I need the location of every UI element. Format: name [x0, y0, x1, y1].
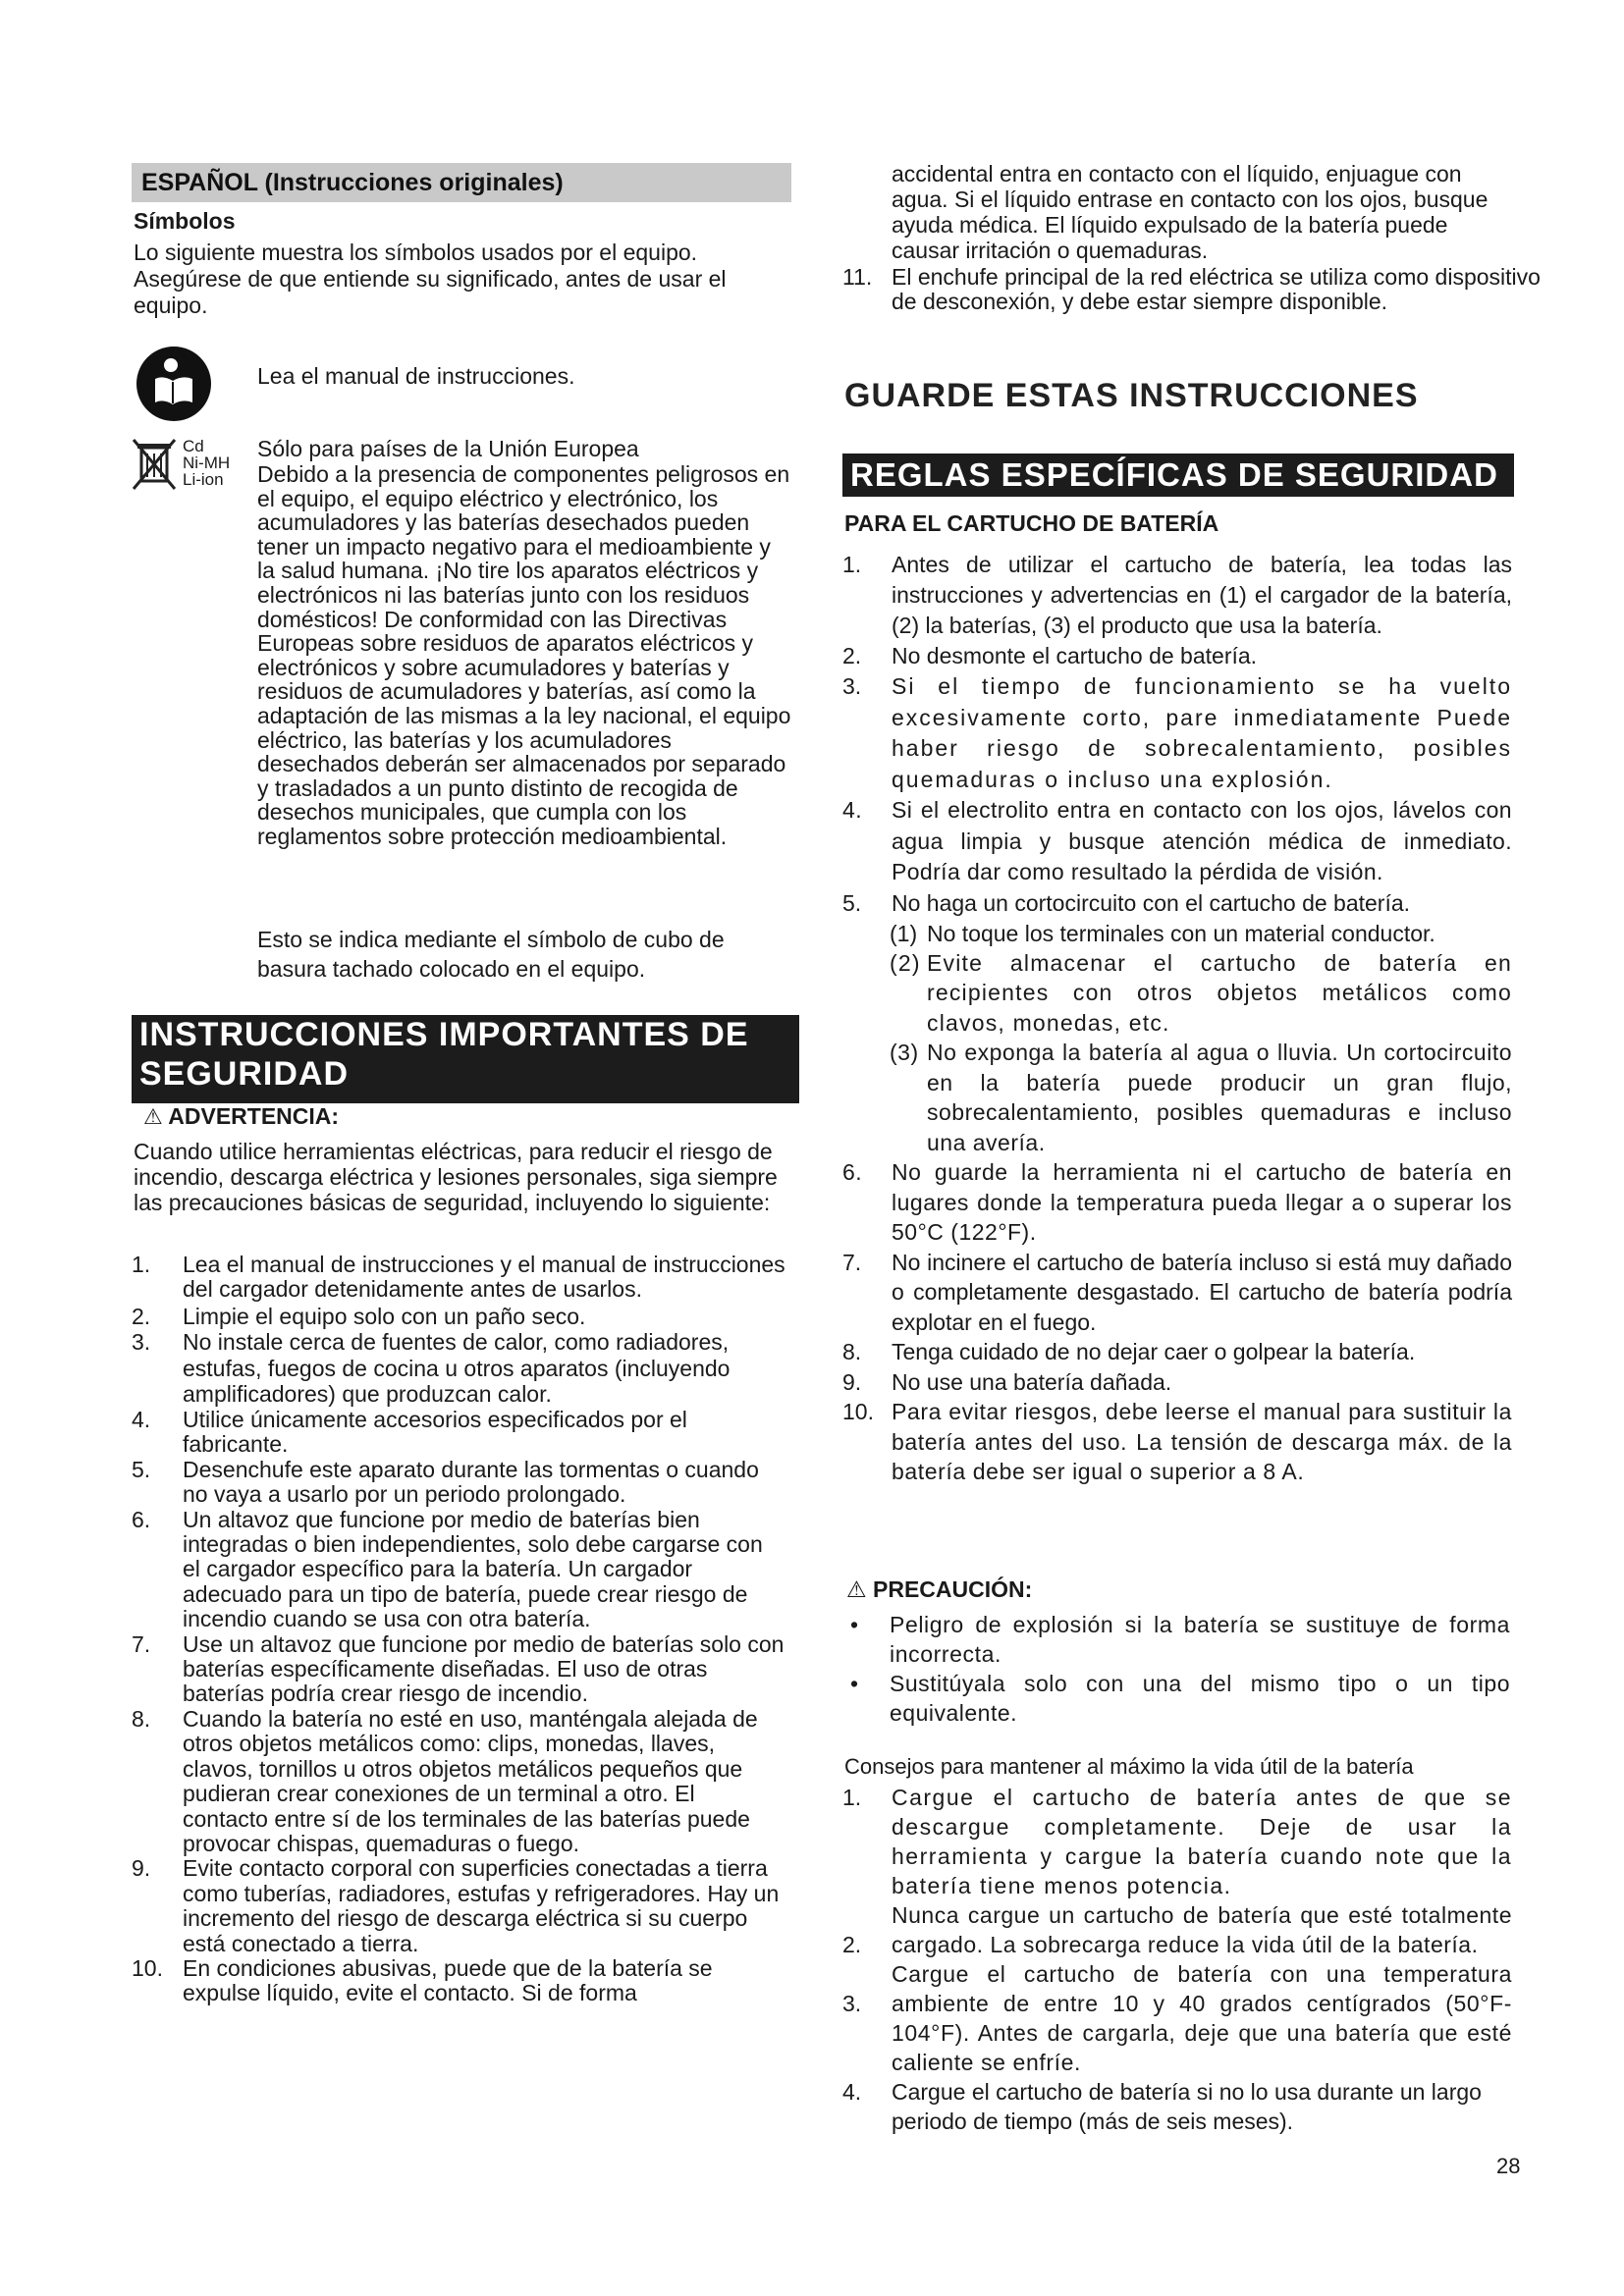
- warning-intro: Cuando utilice herramientas eléctricas, para reducir el riesgo de incendio, descarga eléctrica y lesiones personales, siga siempre las precauciones básicas de seguridad, incluyendo lo siguiente:: [134, 1139, 778, 1215]
- bin-label-cd: Cd: [183, 437, 204, 455]
- sub-list-item: [842, 948, 1512, 1039]
- item-text: Nunca cargue un cartucho de batería que esté totalmente cargado. La sobrecarga reduce la vida útil de la batería.: [892, 1902, 1512, 1957]
- safety-header-line-1: INSTRUCCIONES IMPORTANTES DE: [139, 1016, 749, 1053]
- sub-list-item: [842, 1038, 1512, 1157]
- item-number: 4.: [842, 2079, 862, 2105]
- eu-text-2: Esto se indica mediante el símbolo de cubo de basura tachado colocado en el equipo.: [257, 927, 725, 982]
- specific-rules-header: REGLAS ESPECÍFICAS DE SEGURIDAD: [842, 454, 1514, 497]
- list-item: [842, 1397, 1512, 1487]
- simbolos-title: Símbolos: [134, 208, 236, 234]
- simbolos-intro: Lo siguiente muestra los símbolos usados por el equipo. Asegúrese de que entiende su significado, antes de usar el equipo.: [134, 240, 727, 318]
- item-text: Utilice únicamente accesorios especificados por el fabricante.: [183, 1407, 687, 1458]
- list-item: [842, 1959, 1512, 2077]
- warning-title: ADVERTENCIA:: [168, 1103, 340, 1129]
- item-number: 3.: [132, 1329, 151, 1356]
- item-number: 1.: [842, 1785, 862, 1810]
- item-number: 4.: [842, 797, 862, 823]
- list-item: [842, 1248, 1512, 1338]
- tips-title: Consejos para mantener al máximo la vida útil de la batería: [844, 1754, 1414, 1779]
- crossed-bin-icon: [132, 438, 179, 495]
- item-text: Evite contacto corporal con superficies conectadas a tierra como tuberías, radiadores, estufas y refrigeradores. Hay un incremento del riesgo de descarga eléctrica si su cuerpo está conectado a tierra.: [183, 1855, 780, 1956]
- caution-heading: [846, 1576, 1032, 1603]
- eu-text: Debido a la presencia de componentes peligrosos en el equipo, el equipo eléctrico y electrónico, los acumuladores y las baterías desechados pueden tener un impacto negativo para el medioambiente y la salud humana. ¡No tire los aparatos eléctricos y electrónicos ni las baterías junto con los residuos domésticos! De conformidad con las Directivas Europeas sobre residuos de aparatos eléctricos y electrónicos y sobre acumuladores y baterías y residuos de acumuladores y baterías, así como la adaptación de las mismas a la ley nacional, el equipo eléctrico, las baterías y los acumuladores desechados deberán ser almacenados por separado y trasladados a un punto distinto de recogida de desechos municipales, que cumpla con los reglamentos sobre protección medioambiental.: [257, 461, 791, 849]
- caution-icon: ⚠: [846, 1576, 867, 1602]
- item-text: En condiciones abusivas, puede que de la batería se expulse líquido, evite el contacto. Si de forma: [183, 1954, 713, 2006]
- item-number: 7.: [132, 1630, 151, 1657]
- item-number: 8.: [132, 1705, 151, 1732]
- safety-header-line-2: SEGURIDAD: [139, 1055, 350, 1093]
- item-number: 5.: [842, 889, 862, 916]
- list-item: [842, 1900, 1512, 1959]
- item-text: Sustitúyala solo con una del mismo tipo o un tipo equivalente.: [890, 1671, 1510, 1726]
- item-text: Cargue el cartucho de batería si no lo usa durante un largo periodo de tiempo (más de seis meses).: [892, 2079, 1482, 2134]
- item-number: 2.: [132, 1303, 151, 1329]
- item-text: No use una batería dañada.: [892, 1368, 1172, 1395]
- list-item: [132, 1508, 785, 1632]
- item-number: 9.: [132, 1855, 151, 1882]
- list-item: [842, 1783, 1512, 1900]
- list-item: [132, 1632, 785, 1707]
- item-number: 6.: [842, 1159, 863, 1185]
- tips-list: [842, 1783, 1512, 2136]
- save-instructions-title: GUARDE ESTAS INSTRUCCIONES: [844, 377, 1419, 414]
- safety-header: [132, 1015, 799, 1103]
- sub-list-item: [842, 919, 1512, 948]
- list-item: [132, 1253, 785, 1303]
- manual-symbol-text: Lea el manual de instrucciones.: [257, 363, 575, 389]
- item-text: Si el electrolito entra en contacto con los ojos, lávelos con agua limpia y busque atención médica de inmediato. Podría dar como resultado la pérdida de visión.: [892, 797, 1512, 884]
- list-item: [132, 1329, 785, 1408]
- list-item: [842, 1669, 1510, 1728]
- item-number: (3): [890, 1040, 919, 1065]
- item-number: 10.: [842, 1399, 874, 1424]
- item-number: 2.: [842, 643, 862, 668]
- item-text: Use un altavoz que funcione por medio de baterías solo con baterías específicamente diseñadas. El uso de otras baterías podría crear riesgo de incendio.: [183, 1630, 785, 1707]
- item-11: [842, 265, 1559, 313]
- item-number: 4.: [132, 1407, 151, 1432]
- item-text: Lea el manual de instrucciones y el manual de instrucciones del cargador detenidamente antes de usarlos.: [183, 1252, 785, 1303]
- item-text: Desenchufe este aparato durante las tormentas o cuando no vaya a usarlo por un periodo prolongado.: [183, 1456, 759, 1508]
- safety-list: [132, 1253, 785, 2006]
- bin-label-liion: Li-ion: [183, 470, 224, 489]
- rules-list: [842, 550, 1512, 1487]
- language-header: ESPAÑOL (Instrucciones originales): [132, 163, 791, 202]
- item-number: 8.: [842, 1339, 862, 1364]
- item-number: 11.: [842, 264, 873, 290]
- item-number: 6.: [132, 1506, 151, 1532]
- read-manual-icon: [135, 346, 212, 422]
- item-number: 7.: [842, 1249, 862, 1275]
- list-item: [132, 1458, 785, 1508]
- item-text: No haga un cortocircuito con el cartucho de batería.: [892, 889, 1411, 916]
- list-item: [842, 2077, 1512, 2136]
- item-text: Un altavoz que funcione por medio de baterías bien integradas o bien independientes, solo debe cargarse con el cargador específico para la batería. Un cargador adecuado para un tipo de batería, puede crear riesgo de incendio cuando se usa con otra batería.: [183, 1506, 763, 1632]
- item-text: Cargue el cartucho de batería antes de que se descargue completamente. Deje de usar la herramienta y cargue la batería cuando note que la batería tiene menos potencia.: [892, 1785, 1512, 1898]
- list-item: [842, 641, 1512, 671]
- bullet-dot: •: [850, 1612, 859, 1637]
- item-text: No exponga la batería al agua o lluvia. Un cortocircuito en la batería puede producir un gran flujo, sobrecalentamiento, posibles quemaduras e incluso una avería.: [927, 1040, 1512, 1155]
- item-text: Antes de utilizar el cartucho de batería, lea todas las instrucciones y advertencias en (1) el cargador de la batería, (2) la baterías, (3) el producto que usa la batería.: [892, 552, 1512, 638]
- item-number: 10.: [132, 1954, 163, 1981]
- cartridge-title: PARA EL CARTUCHO DE BATERÍA: [844, 510, 1219, 536]
- item-number: 3.: [842, 1991, 862, 2016]
- item-text: No instale cerca de fuentes de calor, como radiadores, estufas, fuegos de cocina u otros aparatos (incluyendo amplificadores) que produzcan calor.: [183, 1329, 731, 1408]
- list-item: [132, 1408, 785, 1458]
- warning-icon: ⚠: [143, 1104, 163, 1129]
- item-text: No incinere el cartucho de batería incluso si está muy dañado o completamente desgastado. El cartucho de batería podría explotar en el fuego.: [892, 1249, 1512, 1335]
- item-number: 1.: [842, 552, 862, 577]
- bullet-dot: •: [850, 1671, 859, 1696]
- item-text: Para evitar riesgos, debe leerse el manual para sustituir la batería antes del uso. La tensión de descarga máx. de la batería debe ser igual o superior a 8 A.: [892, 1399, 1512, 1484]
- caution-list: [842, 1610, 1510, 1728]
- item-text: Si el tiempo de funcionamiento se ha vuelto excesivamente corto, pare inmediatamente Puede haber riesgo de sobrecalentamiento, posibles quemaduras o incluso una explosión.: [892, 673, 1512, 792]
- page-number: 28: [1496, 2154, 1521, 2178]
- eu-title: Sólo para países de la Unión Europea: [257, 436, 639, 461]
- item-text: Cuando la batería no esté en uso, manténgala alejada de otros objetos metálicos como: clips, monedas, llaves, clavos, tornillos u otros objetos metálicos pequeños que pudieran crear conexiones de un terminal a otro. El contacto entre sí de los terminales de las baterías puede provocar chispas, quemaduras o fuego.: [183, 1705, 758, 1856]
- item-text: No guarde la herramienta ni el cartucho de batería en lugares donde la temperatura pueda llegar a o superar los 50°C (122°F).: [892, 1159, 1512, 1245]
- item-number: 5.: [132, 1456, 151, 1482]
- item-text: Peligro de explosión si la batería se sustituye de forma incorrecta.: [890, 1612, 1510, 1667]
- item-text: No desmonte el cartucho de batería.: [892, 643, 1258, 668]
- item-number: 3.: [842, 673, 862, 699]
- list-item: [842, 1157, 1512, 1248]
- list-item: [842, 795, 1512, 888]
- list-item: [132, 1856, 785, 1956]
- item-text: Limpie el equipo solo con un paño seco.: [183, 1303, 586, 1329]
- item-number: (1): [890, 920, 918, 946]
- item-text: El enchufe principal de la red eléctrica se utiliza como dispositivo de desconexión, y debe estar siempre disponible.: [892, 264, 1541, 314]
- item-number: (2): [890, 949, 921, 976]
- list-item: [842, 1367, 1512, 1398]
- list-item: [842, 1337, 1512, 1367]
- item-text: Evite almacenar el cartucho de batería en recipientes con otros objetos metálicos como clavos, monedas, etc.: [927, 949, 1512, 1036]
- item-number: 2.: [842, 1932, 862, 1957]
- item-number: 9.: [842, 1368, 862, 1395]
- list-item: [842, 550, 1512, 641]
- item-number: 1.: [132, 1252, 151, 1277]
- item-text: Cargue el cartucho de batería con una temperatura ambiente de entre 10 y 40 grados centígrados (50°F-104°F). Antes de cargarla, deje que una batería que esté caliente se enfríe.: [892, 1961, 1512, 2075]
- continued-text: accidental entra en contacto con el líquido, enjuague con agua. Si el líquido entrase en contacto con los ojos, busque ayuda médica. El líquido expulsado de la batería puede causar irritación o quemaduras.: [892, 161, 1489, 263]
- caution-title: PRECAUCIÓN:: [873, 1576, 1033, 1602]
- list-item: [842, 1610, 1510, 1669]
- list-item: [842, 671, 1512, 795]
- warning-heading: [143, 1103, 339, 1130]
- list-item: [132, 1956, 785, 2006]
- list-item: [132, 1707, 785, 1856]
- bin-label-nimh: Ni-MH: [183, 454, 231, 472]
- item-text: Tenga cuidado de no dejar caer o golpear la batería.: [892, 1339, 1416, 1364]
- item-text: No toque los terminales con un material conductor.: [927, 920, 1435, 946]
- list-item: [842, 888, 1512, 919]
- list-item: [132, 1305, 785, 1329]
